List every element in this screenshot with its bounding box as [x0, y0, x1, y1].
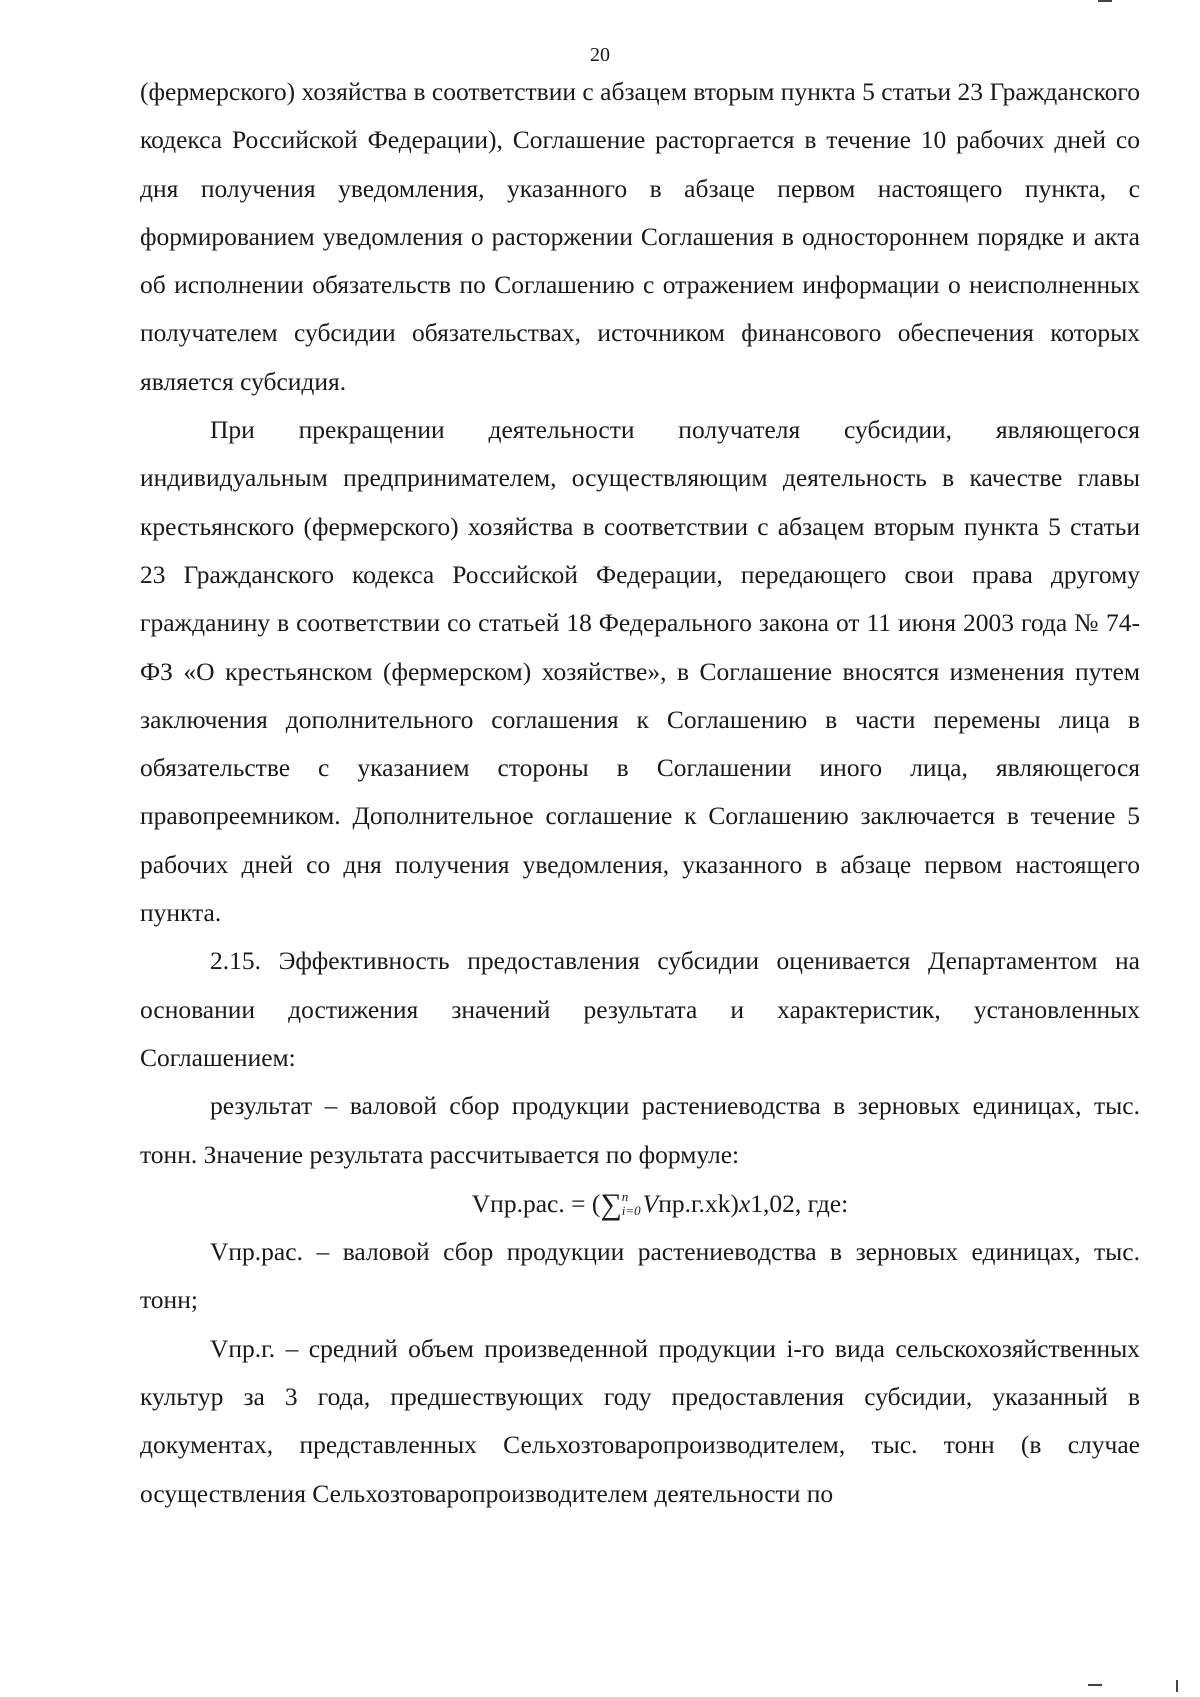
sigma-symbol: ∑ [600, 1187, 622, 1221]
formula-times: x [738, 1188, 751, 1218]
scan-artifact-bottom-edge [1176, 1680, 1178, 1692]
formula-term: пр.г.xk) [658, 1188, 739, 1218]
sigma-lower-limit: i=0 [621, 1202, 641, 1218]
paragraph-termination: При прекращении деятельности получателя субсидии, являющегося индивидуальным предпринимателем, осуществляющим деятельность в качестве главы крестьянского (фермерского) хозяйства в соответствии с абзацем вторым пункта 5 статьи 23 Гражданского кодекса Российской Федерации, передающего свои права другому гражданину в соответствии со статьей 18 Федерального закона от 11 июня 2003 года № 74-ФЗ «О крестьянском (фермерском) хозяйстве», в Соглашение вносятся изменения путем заключения дополнительного соглашения к Соглашению в части перемены лица в обязательстве с указанием стороны в Соглашении иного лица, являющегося правопреемником. Дополнительное соглашение к Соглашению заключается в течение 5 рабочих дней со дня получения уведомления, указанного в абзаце первом настоящего пункта. [140, 415, 1140, 928]
formula-term-v: V [642, 1188, 659, 1218]
sigma-limits [622, 1190, 641, 1218]
definition-vpr-ras: Vпр.рас. – валовой сбор продукции растениеводства в зерновых единицах, тыс. тонн; [140, 1237, 1140, 1315]
scan-artifact-top-right [1098, 0, 1112, 2]
page-number: 20 [590, 44, 610, 66]
sigma-upper-limit: n [621, 1188, 629, 1204]
formula-lhs: Vпр.рас. = ( [471, 1188, 601, 1218]
formula-coefficient: 1,02 [750, 1188, 795, 1218]
scan-artifact-bottom-right [1088, 1684, 1102, 1686]
paragraph-efficiency: 2.15. Эффективность предоставления субсидии оценивается Департаментом на основании достижения значений результата и характеристик, установленных Соглашением: [140, 946, 1140, 1072]
formula-tail: , где: [794, 1188, 849, 1218]
document-body [140, 68, 1140, 1518]
paragraph-result: результат – валовой сбор продукции растениеводства в зерновых единицах, тыс. тонн. Значение результата рассчитывается по формуле: [140, 1091, 1140, 1169]
paragraph-continuation: (фермерского) хозяйства в соответствии с абзацем вторым пункта 5 статьи 23 Гражданского кодекса Российской Федерации), Соглашение расторгается в течение 10 рабочих дней со дня получения уведомления, указанного в абзаце первом настоящего пункта, с формированием уведомления о расторжении Соглашения в одностороннем порядке и акта об исполнении обязательств по Соглашению с отражением информации о неисполненных получателем субсидии обязательствах, источником финансового обеспечения которых является субсидия. [140, 77, 1140, 396]
definition-vpr-g: Vпр.г. – средний объем произведенной продукции i-го вида сельскохозяйственных культур за 3 года, предшествующих году предоставления субсидии, указанный в документах, представленных Сельхозтоваропроизводителем, тыс. тонн (в случае осуществления Сельхозтоваропроизводителем деятельности по [140, 1333, 1140, 1508]
result-formula [140, 1179, 1140, 1228]
